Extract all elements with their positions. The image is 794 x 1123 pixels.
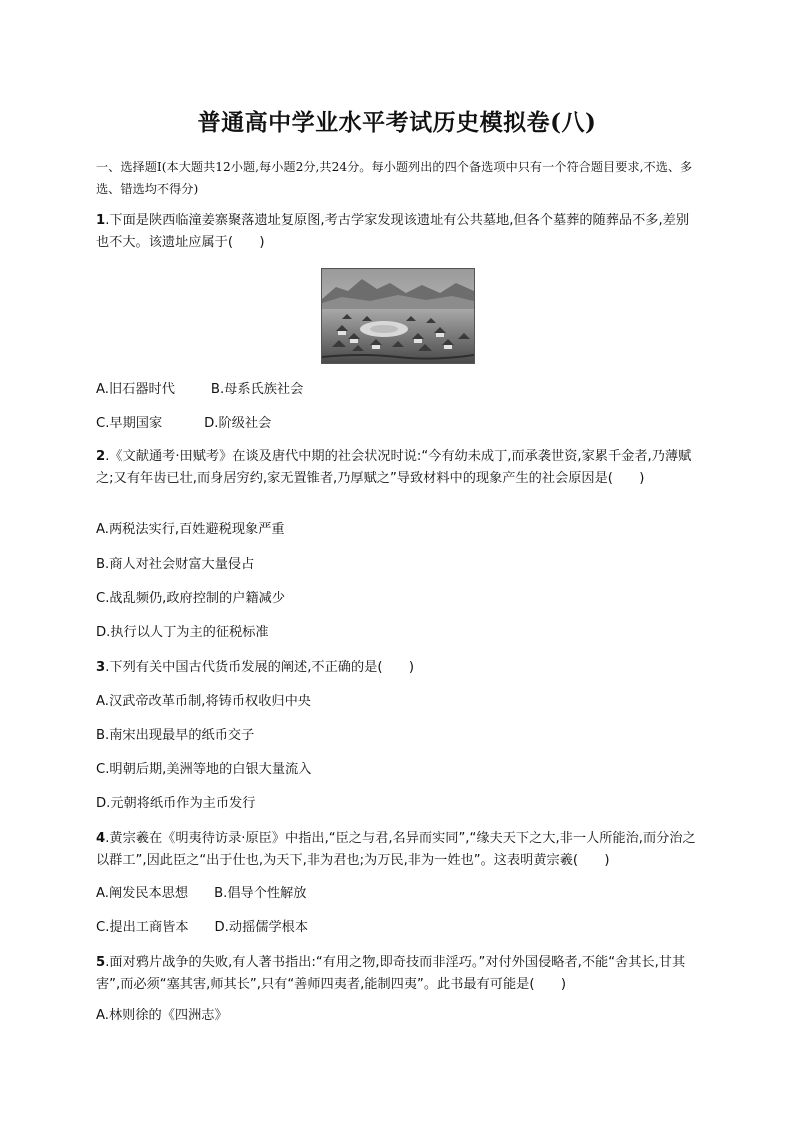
page-title: 普通高中学业水平考试历史模拟卷(八) — [197, 109, 597, 136]
question-number: 1 — [96, 213, 106, 228]
question-2-option-b[interactable]: B.商人对社会财富大量侵占 — [96, 557, 255, 572]
question-3-option-b[interactable]: B.南宋出现最早的纸币交子 — [96, 728, 255, 743]
question-3 — [96, 657, 696, 679]
question-1-options-row-2 — [96, 414, 271, 434]
question-stem: .黄宗羲在《明夷待访录·原臣》中指出,“臣之与君,名异而实同”,“缘夫天下之大,非一人所能治,而分治之以群工”,因此臣之“出于仕也,为天下,非为君也;为万民,非为一姓也”。这表明黄宗羲( ) — [96, 831, 696, 868]
question-4-options-row-2 — [96, 918, 308, 938]
question-4 — [96, 828, 696, 872]
village-reconstruction-image — [321, 268, 475, 364]
option-c[interactable]: C.提出工商皆本 — [96, 920, 189, 935]
option-d[interactable]: D.阶级社会 — [204, 416, 272, 431]
option-a[interactable]: A.阐发民本思想 — [96, 886, 189, 901]
option-d[interactable]: D.动摇儒学根本 — [214, 920, 309, 935]
question-stem: .《文献通考·田赋考》在谈及唐代中期的社会状况时说:“今有幼未成丁,而承袭世资,家累千金者,乃薄赋之;又有年齿已壮,而身居穷约,家无置锥者,乃厚赋之”导致材料中的现象产生的社会原因是( ) — [96, 449, 692, 486]
question-3-option-d[interactable]: D.元朝将纸币作为主币发行 — [96, 796, 256, 811]
question-2-option-c[interactable]: C.战乱频仍,政府控制的户籍减少 — [96, 591, 286, 606]
question-number: 2 — [96, 449, 106, 464]
question-4-options-row-1 — [96, 884, 306, 904]
question-number: 3 — [96, 660, 106, 675]
option-a[interactable]: A.旧石器时代 — [96, 382, 175, 397]
option-b[interactable]: B.母系氏族社会 — [210, 382, 304, 397]
option-b[interactable]: B.倡导个性解放 — [214, 886, 307, 901]
question-stem: .下面是陕西临潼姜寨聚落遗址复原图,考古学家发现该遗址有公共墓地,但各个墓葬的随葬品不多,差别也不大。该遗址应属于( ) — [96, 213, 690, 250]
question-number: 5 — [96, 955, 106, 970]
question-2 — [96, 446, 696, 490]
question-3-option-c[interactable]: C.明朝后期,美洲等地的白银大量流入 — [96, 762, 312, 777]
question-5 — [96, 952, 696, 996]
question-2-option-a[interactable]: A.两税法实行,百姓避税现象严重 — [96, 522, 285, 537]
question-5-option-a[interactable]: A.林则徐的《四洲志》 — [96, 1008, 228, 1023]
question-1-options-row-1 — [96, 380, 303, 400]
section-heading: 一、选择题Ⅰ(本大题共12小题,每小题2分,共24分。每小题列出的四个备选项中只有一个符合题目要求,不选、多选、错选均不得分) — [96, 160, 693, 196]
question-3-option-a[interactable]: A.汉武帝改革币制,将铸币权收归中央 — [96, 694, 311, 709]
question-1 — [96, 210, 696, 254]
question-stem: .下列有关中国古代货币发展的阐述,不正确的是( ) — [105, 660, 414, 675]
question-stem: .面对鸦片战争的失败,有人著书指出:“有用之物,即奇技而非淫巧。”对付外国侵略者,不能“舍其长,甘其害”,而必须“塞其害,师其长”,只有“善师四夷者,能制四夷”。此书最有可能是( ) — [96, 955, 686, 992]
option-c[interactable]: C.早期国家 — [96, 416, 163, 431]
question-number: 4 — [96, 831, 106, 846]
question-2-option-d[interactable]: D.执行以人丁为主的征税标准 — [96, 625, 269, 640]
